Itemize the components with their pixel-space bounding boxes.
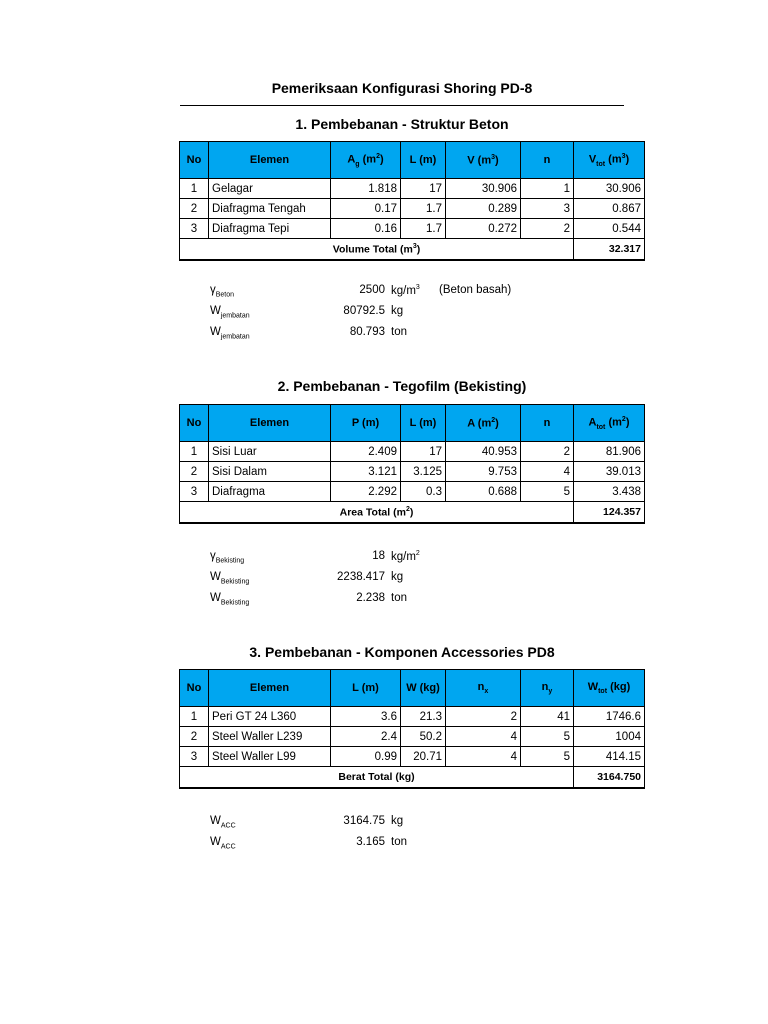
value-cell: 81.906 bbox=[574, 442, 645, 462]
symbol-text: W bbox=[210, 326, 221, 338]
column-header bbox=[401, 405, 446, 442]
variable-value: 18 bbox=[372, 550, 385, 562]
header-text: L (m) bbox=[352, 682, 379, 694]
column-header bbox=[521, 405, 574, 442]
value-cell: 2 bbox=[521, 219, 574, 239]
header-text: No bbox=[186, 154, 202, 166]
total-label: Area Total $(m^2)$ bbox=[180, 502, 574, 524]
header-text: No bbox=[186, 682, 202, 694]
value-cell: 30.906 bbox=[574, 179, 645, 199]
value-cell: 1 bbox=[180, 707, 209, 727]
variable-symbol bbox=[210, 571, 320, 585]
symbol-subscript: Beton bbox=[215, 291, 235, 299]
header-text: (m bbox=[359, 153, 377, 166]
unit-text: ton bbox=[391, 326, 407, 338]
value-cell: 2.4 bbox=[331, 727, 401, 747]
variable-value: 3.165 bbox=[356, 836, 385, 848]
column-header bbox=[401, 142, 446, 179]
total-label-superscript: 2 bbox=[405, 505, 410, 513]
column-header bbox=[331, 670, 401, 707]
table-row bbox=[180, 199, 645, 219]
header-subscript: tot bbox=[596, 160, 606, 168]
data-table bbox=[179, 404, 645, 524]
header-superscript: 2 bbox=[491, 416, 496, 424]
value-cell: 0.99 bbox=[331, 747, 401, 767]
symbol-subscript: ACC bbox=[220, 843, 236, 851]
title-divider bbox=[180, 105, 624, 106]
total-label-text: Berat Total (kg) bbox=[338, 771, 415, 783]
table-row bbox=[180, 707, 645, 727]
variable-unit bbox=[391, 815, 441, 827]
value-cell: 1.7 bbox=[401, 199, 446, 219]
variable-symbol bbox=[210, 326, 320, 340]
value-cell: 0.17 bbox=[331, 199, 401, 219]
header-superscript: 3 bbox=[621, 152, 626, 160]
value-cell: 3.438 bbox=[574, 482, 645, 502]
unit-text: kg/m bbox=[391, 550, 416, 563]
symbol-text: W bbox=[210, 571, 221, 583]
symbol-text: W bbox=[210, 815, 221, 827]
value-cell: 20.71 bbox=[401, 747, 446, 767]
value-cell: 0.3 bbox=[401, 482, 446, 502]
value-cell: 9.753 bbox=[446, 462, 521, 482]
value-cell: 5 bbox=[521, 727, 574, 747]
variable-unit bbox=[391, 571, 441, 583]
table-row bbox=[180, 179, 645, 199]
value-cell: 2 bbox=[180, 199, 209, 219]
variable-symbol bbox=[210, 305, 320, 319]
header-text: Elemen bbox=[249, 682, 290, 694]
total-label-text: Volume Total (m bbox=[332, 243, 413, 256]
value-cell: 4 bbox=[521, 462, 574, 482]
total-value: 124.357 bbox=[574, 502, 645, 524]
value-cell: 41 bbox=[521, 707, 574, 727]
column-header bbox=[521, 142, 574, 179]
value-cell: 3.121 bbox=[331, 462, 401, 482]
column-header bbox=[209, 670, 331, 707]
header-text: (kg) bbox=[607, 680, 631, 693]
variable-symbol bbox=[210, 836, 320, 850]
header-text: L (m) bbox=[409, 154, 437, 166]
element-name-cell: Diafragma Tepi bbox=[209, 219, 331, 239]
value-cell: 3.6 bbox=[331, 707, 401, 727]
table-row bbox=[180, 462, 645, 482]
value-cell: 3 bbox=[180, 482, 209, 502]
value-cell: 0.272 bbox=[446, 219, 521, 239]
value-cell: 30.906 bbox=[446, 179, 521, 199]
element-name-cell: Peri GT 24 L360 bbox=[209, 707, 331, 727]
unit-superscript: 3 bbox=[415, 284, 420, 291]
column-header bbox=[521, 670, 574, 707]
value-cell: 2.292 bbox=[331, 482, 401, 502]
value-cell: 2.409 bbox=[331, 442, 401, 462]
value-cell: 5 bbox=[521, 747, 574, 767]
value-cell: 0.867 bbox=[574, 199, 645, 219]
symbol-subscript: jembatan bbox=[220, 333, 250, 341]
header-text: A (m bbox=[467, 417, 492, 430]
value-cell: 17 bbox=[401, 442, 446, 462]
value-cell: 2 bbox=[180, 727, 209, 747]
unit-text: kg bbox=[391, 571, 404, 583]
column-header bbox=[180, 142, 209, 179]
value-cell: 1 bbox=[180, 442, 209, 462]
header-text: n bbox=[543, 154, 551, 166]
value-cell: 1.7 bbox=[401, 219, 446, 239]
total-label-superscript: 3 bbox=[412, 242, 417, 250]
header-subscript: g bbox=[355, 160, 360, 168]
header-text: n bbox=[541, 680, 549, 693]
header-superscript: 2 bbox=[621, 415, 626, 423]
unit-text: kg/m bbox=[391, 284, 416, 297]
value-cell: 3.125 bbox=[401, 462, 446, 482]
column-header bbox=[180, 670, 209, 707]
element-name-cell: Sisi Luar bbox=[209, 442, 331, 462]
variable-value: 2.238 bbox=[356, 592, 385, 604]
variable-value: 3164.75 bbox=[343, 815, 385, 827]
symbol-subscript: Bekisting bbox=[215, 557, 245, 565]
value-cell: 1746.6 bbox=[574, 707, 645, 727]
header-text: V bbox=[588, 153, 597, 166]
unit-text: kg bbox=[391, 305, 404, 317]
symbol-text: γ bbox=[210, 550, 216, 562]
variable-value: 2500 bbox=[359, 284, 385, 296]
element-name-cell: Steel Waller L239 bbox=[209, 727, 331, 747]
value-cell: 39.013 bbox=[574, 462, 645, 482]
variable-value: 80.793 bbox=[349, 326, 385, 338]
symbol-subscript: ACC bbox=[220, 822, 236, 830]
symbol-text: W bbox=[210, 592, 221, 604]
element-name-cell: Diafragma Tengah bbox=[209, 199, 331, 219]
value-cell: 1 bbox=[180, 179, 209, 199]
element-name-cell: Diafragma bbox=[209, 482, 331, 502]
header-text: W bbox=[587, 680, 599, 693]
variable-value: 80792.5 bbox=[343, 305, 385, 317]
unit-text: ton bbox=[391, 592, 407, 604]
symbol-text: γ bbox=[210, 284, 216, 296]
total-row bbox=[180, 239, 645, 261]
section-heading: 3. Pembebanan - Komponen Accessories PD8 bbox=[249, 644, 555, 660]
value-cell: 1.818 bbox=[331, 179, 401, 199]
total-row bbox=[180, 502, 645, 524]
value-cell: 4 bbox=[446, 747, 521, 767]
value-cell: 4 bbox=[446, 727, 521, 747]
column-header bbox=[331, 405, 401, 442]
value-cell: 3 bbox=[521, 199, 574, 219]
header-text: No bbox=[186, 417, 202, 429]
variable-unit bbox=[391, 550, 441, 563]
total-label bbox=[180, 767, 574, 789]
variable-value: 2238.417 bbox=[337, 571, 385, 583]
value-cell: 2 bbox=[521, 442, 574, 462]
variable-unit bbox=[391, 305, 441, 317]
header-text: Elemen bbox=[249, 154, 290, 166]
value-cell: 2 bbox=[180, 462, 209, 482]
header-text: Elemen bbox=[249, 417, 290, 429]
value-cell: 21.3 bbox=[401, 707, 446, 727]
table-row bbox=[180, 219, 645, 239]
value-cell: 0.688 bbox=[446, 482, 521, 502]
column-header: $V_{tot}$ $(m^3)$ bbox=[574, 142, 645, 179]
column-header: V $(m^3)$ bbox=[446, 142, 521, 179]
value-cell: 17 bbox=[401, 179, 446, 199]
symbol-text: W bbox=[210, 836, 221, 848]
value-cell: 3 bbox=[180, 219, 209, 239]
total-value: 32.317 bbox=[574, 239, 645, 261]
value-cell: 0.289 bbox=[446, 199, 521, 219]
total-value: 3164.750 bbox=[574, 767, 645, 789]
variable-symbol bbox=[210, 815, 320, 829]
header-text: W (kg) bbox=[406, 682, 440, 694]
header-text: A bbox=[588, 416, 597, 429]
header-text: L (m) bbox=[409, 417, 437, 429]
header-subscript: tot bbox=[596, 423, 606, 431]
column-header bbox=[180, 405, 209, 442]
header-superscript: 2 bbox=[376, 152, 380, 160]
variable-symbol bbox=[210, 284, 320, 298]
variable-unit bbox=[391, 592, 441, 604]
table-row bbox=[180, 442, 645, 462]
value-cell: 0.544 bbox=[574, 219, 645, 239]
value-cell: 1 bbox=[521, 179, 574, 199]
column-header: $A_g$ $(m^2)$ bbox=[331, 142, 401, 179]
column-header bbox=[446, 670, 521, 707]
value-cell: 40.953 bbox=[446, 442, 521, 462]
section-heading: 2. Pembebanan - Tegofilm (Bekisting) bbox=[277, 378, 527, 394]
header-text: (m bbox=[605, 416, 622, 429]
table-row bbox=[180, 482, 645, 502]
total-label: Volume Total $(m^3)$ bbox=[180, 239, 574, 261]
element-name-cell: Gelagar bbox=[209, 179, 331, 199]
data-table bbox=[179, 141, 645, 261]
unit-text: ton bbox=[391, 836, 407, 848]
variable-note: (Beton basah) bbox=[439, 284, 512, 296]
data-table bbox=[179, 669, 645, 789]
column-header bbox=[574, 670, 645, 707]
table-row bbox=[180, 747, 645, 767]
element-name-cell: Sisi Dalam bbox=[209, 462, 331, 482]
column-header bbox=[401, 670, 446, 707]
total-label-text: Area Total (m bbox=[339, 506, 406, 519]
value-cell: 414.15 bbox=[574, 747, 645, 767]
header-subscript: tot bbox=[598, 688, 608, 696]
header-text: A bbox=[347, 153, 356, 166]
value-cell: 50.2 bbox=[401, 727, 446, 747]
page-title: Pemeriksaan Konfigurasi Shoring PD-8 bbox=[271, 80, 533, 96]
variable-symbol bbox=[210, 550, 320, 564]
header-text: P (m) bbox=[351, 417, 380, 429]
symbol-subscript: Bekisting bbox=[220, 578, 250, 586]
header-subscript: x bbox=[484, 688, 489, 696]
value-cell: 0.16 bbox=[331, 219, 401, 239]
column-header bbox=[209, 405, 331, 442]
unit-text: kg bbox=[391, 815, 404, 827]
total-row bbox=[180, 767, 645, 789]
value-cell: 1004 bbox=[574, 727, 645, 747]
value-cell: 3 bbox=[180, 747, 209, 767]
value-cell: 2 bbox=[446, 707, 521, 727]
header-subscript: y bbox=[548, 688, 553, 696]
element-name-cell: Steel Waller L99 bbox=[209, 747, 331, 767]
symbol-subscript: Bekisting bbox=[220, 599, 250, 607]
variable-unit bbox=[391, 284, 441, 297]
symbol-text: W bbox=[210, 305, 221, 317]
column-header: $A_{tot}$ $(m^2)$ bbox=[574, 405, 645, 442]
column-header: A $(m^2)$ bbox=[446, 405, 521, 442]
value-cell: 5 bbox=[521, 482, 574, 502]
variable-unit bbox=[391, 326, 441, 338]
header-text: V (m bbox=[467, 154, 492, 167]
section-heading: 1. Pembebanan - Struktur Beton bbox=[295, 116, 509, 132]
symbol-subscript: jembatan bbox=[220, 312, 250, 320]
unit-superscript: 2 bbox=[415, 550, 420, 557]
table-row bbox=[180, 727, 645, 747]
variable-symbol bbox=[210, 592, 320, 606]
header-text: n bbox=[543, 417, 551, 429]
header-text: n bbox=[477, 680, 485, 693]
header-superscript: 3 bbox=[491, 153, 496, 161]
column-header bbox=[209, 142, 331, 179]
header-text: (m bbox=[605, 153, 622, 166]
variable-unit bbox=[391, 836, 441, 848]
